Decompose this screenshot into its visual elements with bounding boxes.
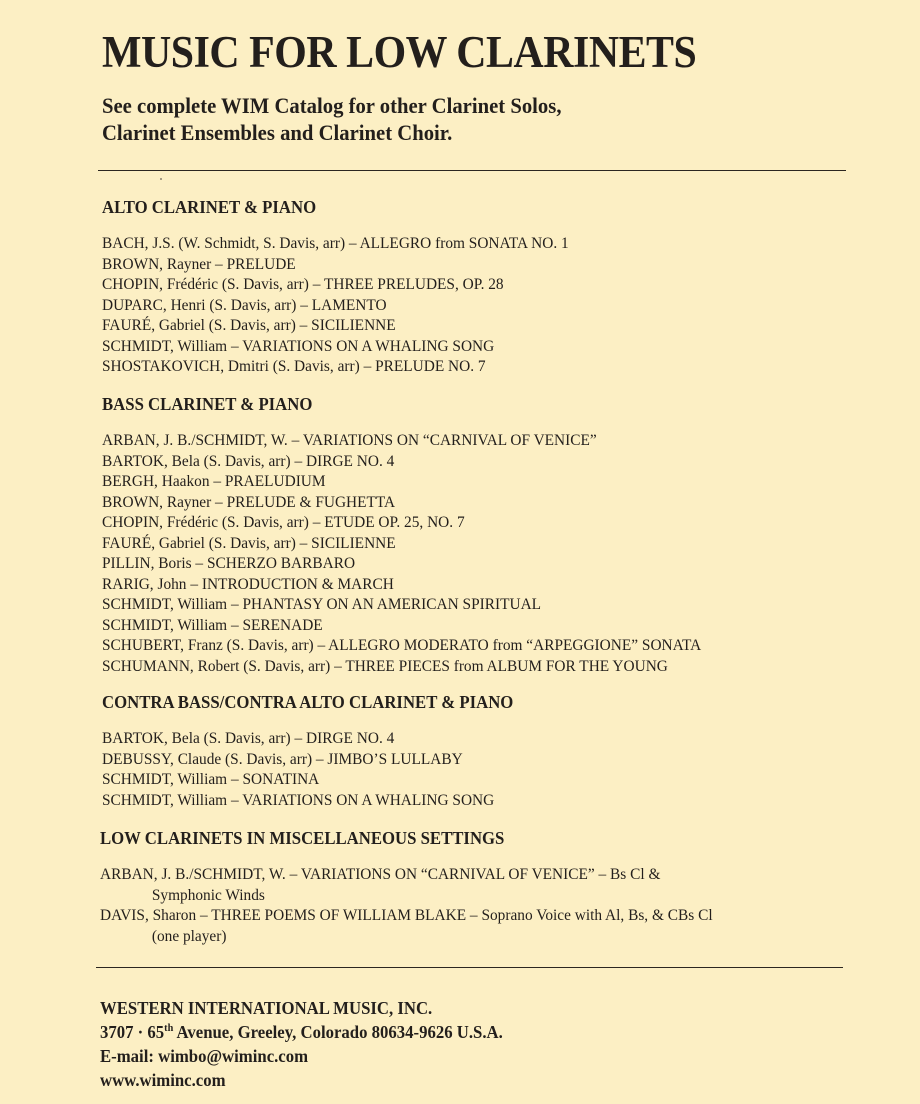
list-item: SCHMIDT, William – PHANTASY ON AN AMERICAN SPIRITUAL — [102, 596, 542, 613]
list-item: BROWN, Rayner – PRELUDE & FUGHETTA — [102, 493, 396, 511]
list-item — [100, 865, 713, 906]
list-item: RARIG, John – INTRODUCTION & MARCH — [102, 575, 394, 593]
publisher-email: E-mail: wimbo@wiminc.com — [100, 1046, 309, 1066]
list-item: BERGH, Haakon – PRAELUDIUM — [102, 473, 326, 490]
entry-continuation: Symphonic Winds — [151, 886, 265, 904]
list-item: SCHUBERT, Franz (S. Davis, arr) – ALLEGRO MODERATO from “ARPEGGIONE” SONATA — [102, 637, 702, 654]
entry-list — [102, 234, 588, 378]
entry-text: DAVIS, Sharon – THREE POEMS OF WILLIAM BLAKE – Soprano Voice with Al, Bs, & CBs Cl — [100, 907, 713, 924]
section-heading: BASS CLARINET & PIANO — [102, 394, 313, 414]
list-item: BARTOK, Bela (S. Davis, arr) – DIRGE NO. 4 — [102, 452, 395, 470]
entry-list — [102, 729, 544, 811]
publisher-website: www.wiminc.com — [100, 1070, 226, 1090]
entry-list — [100, 865, 738, 947]
page-title: MUSIC FOR LOW CLARINETS — [102, 27, 697, 77]
list-item: FAURÉ, Gabriel (S. Davis, arr) – SICILIENNE — [102, 534, 396, 552]
entry-list — [102, 431, 726, 677]
address-rest: Avenue, Greeley, Colorado 80634-9626 U.S.A. — [173, 1022, 503, 1042]
list-item: PILLIN, Boris – SCHERZO BARBARO — [102, 555, 356, 572]
list-item: SCHMIDT, William – VARIATIONS ON A WHALING SONG — [102, 337, 495, 355]
list-item: SHOSTAKOVICH, Dmitri (S. Davis, arr) – PRELUDE NO. 7 — [102, 358, 486, 375]
list-item: CHOPIN, Frédéric (S. Davis, arr) – ETUDE OP. 25, NO. 7 — [102, 514, 465, 531]
list-item: BARTOK, Bela (S. Davis, arr) – DIRGE NO. 4 — [102, 730, 395, 747]
publisher-contact — [100, 996, 533, 1092]
section-alto-clarinet-piano — [102, 197, 588, 378]
paper-speck — [160, 178, 162, 180]
top-divider — [98, 170, 846, 171]
section-heading: ALTO CLARINET & PIANO — [102, 197, 317, 217]
entry-text: ARBAN, J. B./SCHMIDT, W. – VARIATIONS ON “CARNIVAL OF VENICE” – Bs Cl & — [100, 866, 661, 883]
bottom-divider — [96, 967, 843, 968]
section-heading: LOW CLARINETS IN MISCELLANEOUS SETTINGS — [100, 828, 505, 848]
subtitle-line-1: See complete WIM Catalog for other Clarinet Solos, — [102, 93, 562, 118]
entry-continuation: (one player) — [151, 927, 227, 945]
list-item: CHOPIN, Frédéric (S. Davis, arr) – THREE PRELUDES, OP. 28 — [102, 276, 504, 293]
subtitle — [102, 92, 561, 146]
list-item: SCHMIDT, William – VARIATIONS ON A WHALING SONG — [102, 791, 495, 809]
publisher-name: WESTERN INTERNATIONAL MUSIC, INC. — [100, 998, 433, 1018]
section-contra-clarinet-piano — [102, 692, 544, 811]
list-item: SCHMIDT, William – SERENADE — [102, 616, 323, 634]
publisher-address — [100, 1020, 503, 1044]
list-item: DUPARC, Henri (S. Davis, arr) – LAMENTO — [102, 296, 387, 314]
list-item: FAURÉ, Gabriel (S. Davis, arr) – SICILIENNE — [102, 317, 396, 334]
list-item: SCHMIDT, William – SONATINA — [102, 771, 320, 788]
list-item — [100, 906, 713, 947]
list-item: DEBUSSY, Claude (S. Davis, arr) – JIMBO’S LULLABY — [102, 750, 463, 768]
list-item: SCHUMANN, Robert (S. Davis, arr) – THREE PIECES from ALBUM FOR THE YOUNG — [102, 657, 668, 675]
section-bass-clarinet-piano — [102, 394, 726, 677]
list-item: BROWN, Rayner – PRELUDE — [102, 255, 296, 273]
list-item: BACH, J.S. (W. Schmidt, S. Davis, arr) – ALLEGRO from SONATA NO. 1 — [102, 235, 569, 252]
address-number: 3707 · 65 — [100, 1022, 165, 1042]
subtitle-line-2: Clarinet Ensembles and Clarinet Choir. — [102, 120, 453, 145]
section-heading: CONTRA BASS/CONTRA ALTO CLARINET & PIANO — [102, 692, 514, 712]
list-item: ARBAN, J. B./SCHMIDT, W. – VARIATIONS ON “CARNIVAL OF VENICE” — [102, 432, 597, 449]
address-ordinal: th — [164, 1022, 174, 1034]
section-misc-settings — [100, 828, 738, 947]
